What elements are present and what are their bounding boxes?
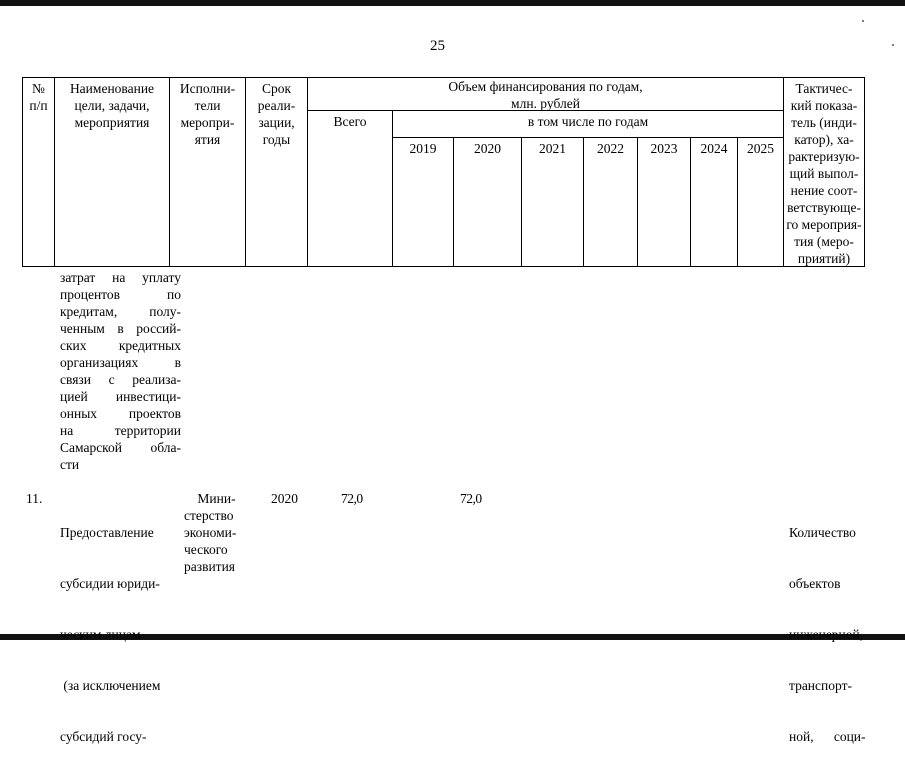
header-year: 2025 xyxy=(747,141,774,156)
header-year: 2021 xyxy=(539,141,566,156)
row-indicator: Количество объектов инженерной, транспорт- ной, соци- xyxy=(789,525,866,744)
row-measure-name: Предоставление субсидии юриди- ческим лицам (за исключением субсидий госу- xyxy=(60,525,161,744)
text-line: ских кредитных xyxy=(60,338,181,353)
text-line: кредитам, полу- xyxy=(60,304,181,319)
header-term: Срок реали- зации, годы xyxy=(257,81,296,147)
text-line: на территории xyxy=(60,423,181,438)
header-indicator: Тактичес- кий показа- тель (инди- катор), ха- рактеризую- щий выпол- нение соот- ветствующе- го мероприя- тия (меро- приятий) xyxy=(786,81,862,266)
header-total: Всего xyxy=(333,114,367,129)
header-year: 2019 xyxy=(409,141,437,156)
text-line: организациях в xyxy=(60,355,181,370)
text-line: Самарской обла- xyxy=(60,440,181,455)
text-line: онных проектов xyxy=(60,406,181,421)
header-executors: Исполни- тели меропри- ятия xyxy=(179,81,236,147)
row-year-2020-value: 72,0 xyxy=(460,491,482,506)
top-scan-border xyxy=(0,0,905,6)
header-year: 2020 xyxy=(474,141,501,156)
page-number: 25 xyxy=(430,38,445,54)
text-line: затрат на уплату xyxy=(60,270,181,285)
header-year: 2023 xyxy=(650,141,678,156)
header-including-by-years: в том числе по годам xyxy=(527,114,649,129)
scan-speck xyxy=(862,20,864,22)
text-line: процентов по xyxy=(60,287,181,302)
header-number: № п/п xyxy=(29,81,48,113)
header-year: 2024 xyxy=(700,141,728,156)
header-funding: Объем финансирования по годам, млн. рублей xyxy=(448,79,643,111)
scan-speck xyxy=(892,44,894,46)
row-number: 11. xyxy=(26,491,43,506)
text-line: цией инвестици- xyxy=(60,389,181,404)
text-line: сти xyxy=(60,457,80,472)
row-executor: Мини- стерство экономи- ческого развития xyxy=(184,491,237,574)
header-name: Наименование цели, задачи, мероприятия xyxy=(69,81,155,130)
continued-measure-text xyxy=(60,269,181,473)
row-total: 72,0 xyxy=(341,491,363,506)
row-term: 2020 xyxy=(271,491,298,506)
header-year: 2022 xyxy=(597,141,624,156)
text-line: связи с реализа- xyxy=(60,372,181,387)
text-line: ченным в россий- xyxy=(60,321,181,336)
